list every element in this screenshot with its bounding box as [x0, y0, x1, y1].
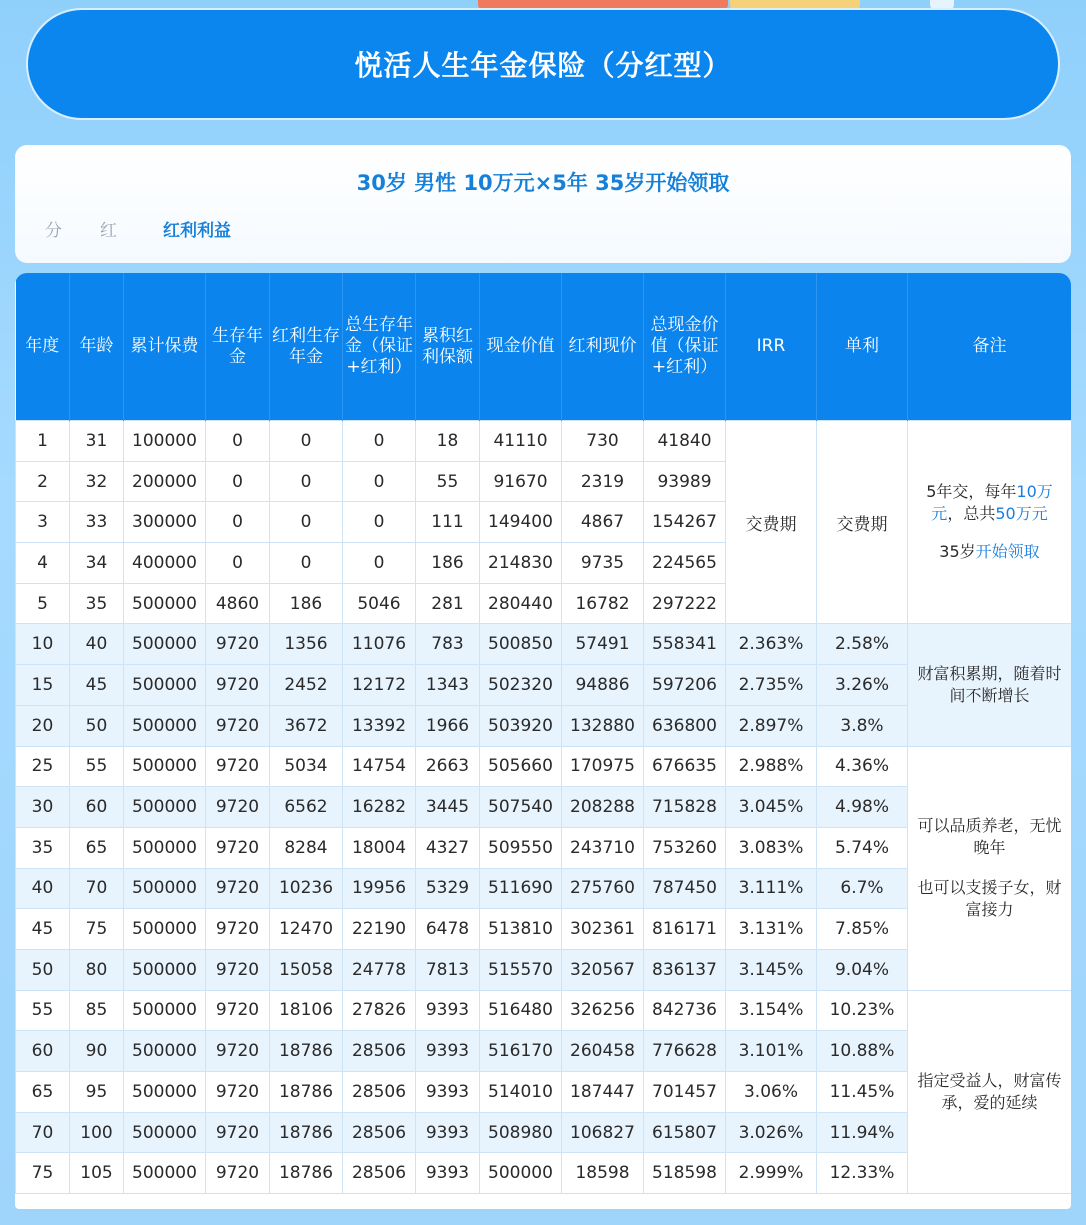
table-cell: 2.988% [726, 746, 817, 787]
table-cell: 16782 [562, 583, 644, 624]
table-cell: 0 [270, 502, 343, 543]
table-cell: 730 [562, 421, 644, 462]
note-text: 5年交，每年 [926, 482, 1017, 502]
column-header: 现金价值 [480, 273, 562, 421]
table-cell: 3.8% [817, 705, 908, 746]
table-cell: 508980 [480, 1112, 562, 1153]
column-header: 年龄 [70, 273, 124, 421]
table-cell: 18786 [270, 1153, 343, 1194]
table-cell: 4867 [562, 502, 644, 543]
table-cell: 55 [16, 990, 70, 1031]
table-cell: 9720 [206, 909, 270, 950]
table-cell: 50 [16, 949, 70, 990]
table-cell: 2.735% [726, 665, 817, 706]
table-cell: 18004 [343, 827, 416, 868]
table-cell: 91670 [480, 461, 562, 502]
table-cell: 9393 [416, 1072, 480, 1113]
table-cell: 3.26% [817, 665, 908, 706]
table-cell: 94886 [562, 665, 644, 706]
table-cell: 500000 [124, 1031, 206, 1072]
table-cell: 45 [16, 909, 70, 950]
table-cell: 3.045% [726, 787, 817, 828]
table-cell: 500000 [124, 705, 206, 746]
table-cell: 111 [416, 502, 480, 543]
table-cell: 9720 [206, 787, 270, 828]
table-cell: 3.06% [726, 1072, 817, 1113]
table-cell: 11.45% [817, 1072, 908, 1113]
remark-cell [908, 421, 1072, 624]
table-cell: 7813 [416, 949, 480, 990]
table-cell: 513810 [480, 909, 562, 950]
table-body [16, 421, 1072, 1194]
note-highlight: 开始领取 [975, 542, 1040, 562]
benefit-table-container [15, 273, 1071, 1209]
table-cell: 3 [16, 502, 70, 543]
table-cell: 0 [343, 421, 416, 462]
table-cell: 636800 [644, 705, 726, 746]
table-cell: 500000 [124, 949, 206, 990]
table-cell: 500850 [480, 624, 562, 665]
table-cell: 70 [16, 1112, 70, 1153]
table-cell: 4.36% [817, 746, 908, 787]
table-cell: 18786 [270, 1072, 343, 1113]
column-header: 累计保费 [124, 273, 206, 421]
table-cell: 320567 [562, 949, 644, 990]
table-cell: 500000 [124, 1112, 206, 1153]
table-cell: 9393 [416, 1031, 480, 1072]
table-cell: 6562 [270, 787, 343, 828]
table-row [16, 624, 1072, 665]
table-cell: 60 [16, 1031, 70, 1072]
table-cell: 326256 [562, 990, 644, 1031]
irr-payment-period-cell: 交费期 [726, 421, 817, 624]
table-cell: 776628 [644, 1031, 726, 1072]
table-cell: 302361 [562, 909, 644, 950]
table-cell: 10.23% [817, 990, 908, 1031]
table-cell: 9720 [206, 665, 270, 706]
table-cell: 18786 [270, 1112, 343, 1153]
table-cell: 0 [206, 421, 270, 462]
table-cell: 9393 [416, 1112, 480, 1153]
table-cell: 15058 [270, 949, 343, 990]
table-cell: 514010 [480, 1072, 562, 1113]
table-cell: 2319 [562, 461, 644, 502]
table-cell: 9720 [206, 990, 270, 1031]
tab-bar [45, 216, 231, 241]
table-cell: 224565 [644, 543, 726, 584]
table-cell: 783 [416, 624, 480, 665]
table-cell: 15 [16, 665, 70, 706]
table-cell: 2452 [270, 665, 343, 706]
table-cell: 280440 [480, 583, 562, 624]
table-cell: 500000 [124, 990, 206, 1031]
table-cell: 187447 [562, 1072, 644, 1113]
table-cell: 500000 [124, 746, 206, 787]
table-cell: 100 [70, 1112, 124, 1153]
table-cell: 816171 [644, 909, 726, 950]
table-cell: 511690 [480, 868, 562, 909]
note-text: 财富积累期，随着时间不断增长 [917, 663, 1062, 705]
table-cell: 753260 [644, 827, 726, 868]
table-cell: 12470 [270, 909, 343, 950]
table-cell: 18106 [270, 990, 343, 1031]
table-cell: 7.85% [817, 909, 908, 950]
table-cell: 50 [70, 705, 124, 746]
table-cell: 3.145% [726, 949, 817, 990]
table-cell: 10 [16, 624, 70, 665]
table-cell: 300000 [124, 502, 206, 543]
table-cell: 9720 [206, 949, 270, 990]
table-cell: 3.026% [726, 1112, 817, 1153]
table-cell: 19956 [343, 868, 416, 909]
table-cell: 57491 [562, 624, 644, 665]
column-header: 年度 [16, 273, 70, 421]
table-cell: 41110 [480, 421, 562, 462]
table-cell: 22190 [343, 909, 416, 950]
table-cell: 3.111% [726, 868, 817, 909]
table-cell: 2.897% [726, 705, 817, 746]
table-cell: 106827 [562, 1112, 644, 1153]
table-cell: 6478 [416, 909, 480, 950]
table-cell: 12172 [343, 665, 416, 706]
table-cell: 5.74% [817, 827, 908, 868]
table-row [16, 990, 1072, 1031]
table-cell: 0 [270, 543, 343, 584]
column-header: 红利现价 [562, 273, 644, 421]
simple-rate-payment-period-cell: 交费期 [817, 421, 908, 624]
table-cell: 28506 [343, 1112, 416, 1153]
table-cell: 500000 [124, 827, 206, 868]
title-banner [26, 8, 1060, 120]
table-cell: 8284 [270, 827, 343, 868]
table-cell: 842736 [644, 990, 726, 1031]
column-header: 红利生存年金 [270, 273, 343, 421]
table-header-row [16, 273, 1072, 421]
table-cell: 0 [270, 461, 343, 502]
table-cell: 9735 [562, 543, 644, 584]
table-row [16, 421, 1072, 462]
table-cell: 11.94% [817, 1112, 908, 1153]
table-cell: 208288 [562, 787, 644, 828]
table-cell: 516170 [480, 1031, 562, 1072]
table-cell: 9.04% [817, 949, 908, 990]
table-cell: 214830 [480, 543, 562, 584]
table-cell: 9720 [206, 1031, 270, 1072]
table-cell: 297222 [644, 583, 726, 624]
table-cell: 4327 [416, 827, 480, 868]
table-cell: 75 [70, 909, 124, 950]
table-cell: 281 [416, 583, 480, 624]
table-cell: 65 [16, 1072, 70, 1113]
benefit-table [15, 273, 1071, 1194]
table-cell: 10.88% [817, 1031, 908, 1072]
table-cell: 5046 [343, 583, 416, 624]
table-cell: 0 [343, 502, 416, 543]
table-cell: 2.363% [726, 624, 817, 665]
column-header: 单利 [817, 273, 908, 421]
table-row [16, 746, 1072, 787]
table-cell: 27826 [343, 990, 416, 1031]
table-cell: 1356 [270, 624, 343, 665]
column-header: IRR [726, 273, 817, 421]
table-cell: 55 [416, 461, 480, 502]
table-cell: 836137 [644, 949, 726, 990]
table-cell: 6.7% [817, 868, 908, 909]
table-cell: 260458 [562, 1031, 644, 1072]
table-cell: 500000 [124, 624, 206, 665]
plan-subtitle: 30岁 男性 10万元×5年 35岁开始领取 [356, 171, 730, 195]
table-cell: 676635 [644, 746, 726, 787]
table-cell: 30 [16, 787, 70, 828]
table-cell: 1 [16, 421, 70, 462]
table-cell: 500000 [124, 665, 206, 706]
table-cell: 40 [70, 624, 124, 665]
table-cell: 4.98% [817, 787, 908, 828]
table-cell: 170975 [562, 746, 644, 787]
table-cell: 615807 [644, 1112, 726, 1153]
note-highlight: 10万元 [931, 482, 1053, 524]
column-header: 累积红利保额 [416, 273, 480, 421]
table-cell: 80 [70, 949, 124, 990]
table-cell: 14754 [343, 746, 416, 787]
info-card [15, 145, 1071, 263]
table-cell: 0 [206, 461, 270, 502]
table-cell: 5329 [416, 868, 480, 909]
column-header: 生存年金 [206, 273, 270, 421]
table-cell: 11076 [343, 624, 416, 665]
table-cell: 500000 [124, 909, 206, 950]
table-cell: 20 [16, 705, 70, 746]
table-cell: 500000 [124, 1072, 206, 1113]
table-cell: 41840 [644, 421, 726, 462]
table-cell: 509550 [480, 827, 562, 868]
table-cell: 0 [343, 543, 416, 584]
table-cell: 33 [70, 502, 124, 543]
table-cell: 500000 [480, 1153, 562, 1194]
table-cell: 13392 [343, 705, 416, 746]
table-cell: 31 [70, 421, 124, 462]
table-cell: 2.58% [817, 624, 908, 665]
table-cell: 95 [70, 1072, 124, 1113]
table-cell: 516480 [480, 990, 562, 1031]
table-cell: 2663 [416, 746, 480, 787]
tab-dividend-benefits[interactable]: 红利利益 [163, 221, 231, 241]
table-cell: 24778 [343, 949, 416, 990]
table-cell: 186 [270, 583, 343, 624]
table-cell: 558341 [644, 624, 726, 665]
table-cell: 40 [16, 868, 70, 909]
table-cell: 243710 [562, 827, 644, 868]
page-title: 悦活人生年金保险（分红型） [354, 49, 732, 82]
table-cell: 9720 [206, 827, 270, 868]
table-cell: 9720 [206, 705, 270, 746]
table-cell: 32 [70, 461, 124, 502]
table-cell: 70 [70, 868, 124, 909]
remark-cell [908, 624, 1072, 746]
table-cell: 701457 [644, 1072, 726, 1113]
table-cell: 9720 [206, 624, 270, 665]
column-header: 总现金价值（保证+红利） [644, 273, 726, 421]
table-cell: 35 [16, 827, 70, 868]
table-cell: 154267 [644, 502, 726, 543]
note-text: ，总共 [947, 504, 996, 524]
table-cell: 9720 [206, 746, 270, 787]
table-cell: 65 [70, 827, 124, 868]
table-cell: 9393 [416, 990, 480, 1031]
column-header: 总生存年金（保证+红利） [343, 273, 416, 421]
table-cell: 503920 [480, 705, 562, 746]
tab-hong[interactable]: 红 [100, 221, 141, 241]
table-cell: 505660 [480, 746, 562, 787]
note-highlight: 50万元 [995, 504, 1048, 524]
tab-fen[interactable]: 分 [45, 221, 86, 241]
table-cell: 25 [16, 746, 70, 787]
table-cell: 2.999% [726, 1153, 817, 1194]
table-cell: 275760 [562, 868, 644, 909]
table-cell: 0 [206, 543, 270, 584]
table-cell: 518598 [644, 1153, 726, 1194]
remark-cell [908, 990, 1072, 1193]
table-cell: 75 [16, 1153, 70, 1194]
table-cell: 105 [70, 1153, 124, 1194]
table-cell: 45 [70, 665, 124, 706]
table-cell: 0 [270, 421, 343, 462]
table-cell: 186 [416, 543, 480, 584]
table-cell: 1966 [416, 705, 480, 746]
table-cell: 2 [16, 461, 70, 502]
table-cell: 9720 [206, 868, 270, 909]
table-cell: 200000 [124, 461, 206, 502]
table-cell: 9720 [206, 1153, 270, 1194]
table-cell: 100000 [124, 421, 206, 462]
table-cell: 500000 [124, 787, 206, 828]
table-cell: 85 [70, 990, 124, 1031]
table-cell: 597206 [644, 665, 726, 706]
table-cell: 28506 [343, 1072, 416, 1113]
table-cell: 5034 [270, 746, 343, 787]
table-cell: 1343 [416, 665, 480, 706]
table-cell: 5 [16, 583, 70, 624]
table-cell: 90 [70, 1031, 124, 1072]
table-cell: 28506 [343, 1153, 416, 1194]
table-cell: 787450 [644, 868, 726, 909]
table-cell: 3.083% [726, 827, 817, 868]
table-cell: 3672 [270, 705, 343, 746]
table-cell: 28506 [343, 1031, 416, 1072]
table-cell: 9393 [416, 1153, 480, 1194]
column-header: 备注 [908, 273, 1072, 421]
remark-cell [908, 746, 1072, 990]
table-cell: 4 [16, 543, 70, 584]
note-text: 也可以支援子女，财富接力 [917, 878, 1062, 920]
table-cell: 3.101% [726, 1031, 817, 1072]
table-cell: 12.33% [817, 1153, 908, 1194]
table-cell: 507540 [480, 787, 562, 828]
table-cell: 3.131% [726, 909, 817, 950]
table-cell: 16282 [343, 787, 416, 828]
table-cell: 4860 [206, 583, 270, 624]
table-cell: 3445 [416, 787, 480, 828]
note-text: 35岁 [939, 542, 976, 562]
table-cell: 132880 [562, 705, 644, 746]
table-cell: 9720 [206, 1112, 270, 1153]
table-cell: 55 [70, 746, 124, 787]
note-text: 指定受益人，财富传承，爱的延续 [917, 1070, 1062, 1112]
table-cell: 18598 [562, 1153, 644, 1194]
table-cell: 9720 [206, 1072, 270, 1113]
table-cell: 500000 [124, 583, 206, 624]
table-cell: 3.154% [726, 990, 817, 1031]
table-cell: 93989 [644, 461, 726, 502]
table-cell: 18786 [270, 1031, 343, 1072]
table-cell: 500000 [124, 1153, 206, 1194]
table-cell: 149400 [480, 502, 562, 543]
table-cell: 0 [206, 502, 270, 543]
table-cell: 715828 [644, 787, 726, 828]
table-cell: 10236 [270, 868, 343, 909]
table-cell: 18 [416, 421, 480, 462]
table-cell: 0 [343, 461, 416, 502]
table-cell: 60 [70, 787, 124, 828]
table-cell: 502320 [480, 665, 562, 706]
table-cell: 500000 [124, 868, 206, 909]
table-cell: 515570 [480, 949, 562, 990]
table-cell: 35 [70, 583, 124, 624]
note-text: 可以品质养老，无忧晚年 [917, 816, 1062, 858]
table-cell: 400000 [124, 543, 206, 584]
table-cell: 34 [70, 543, 124, 584]
